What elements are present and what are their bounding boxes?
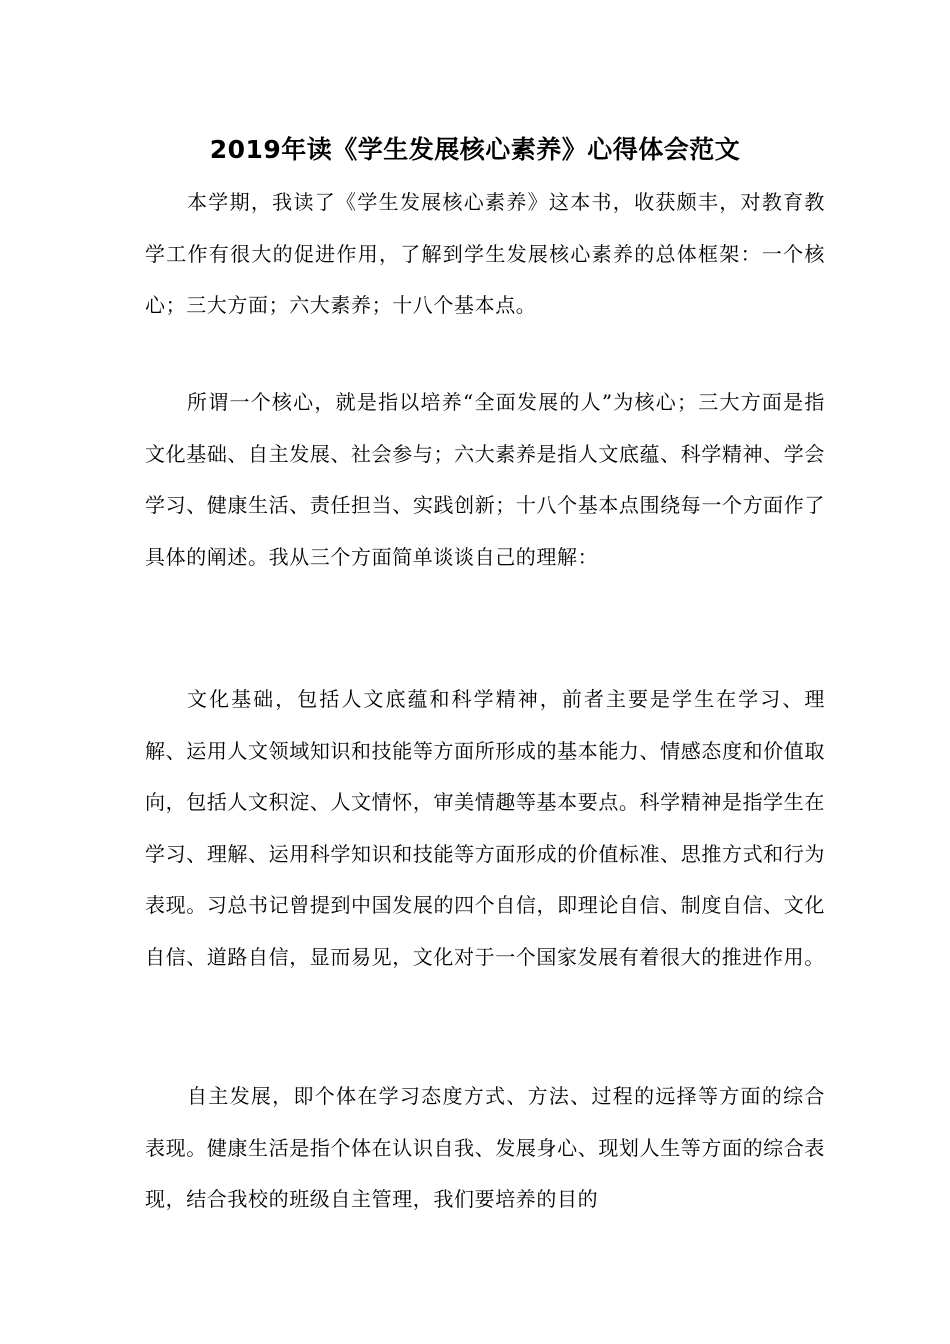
- paragraph-1: 本学期，我读了《学生发展核心素养》这本书，收获颇丰，对教育教学工作有很大的促进作用，了解到学生发展核心素养的总体框架：一个核心；三大方面；六大素养；十八个基本点。: [145, 190, 825, 317]
- paragraph-3: 文化基础，包括人文底蕴和科学精神，前者主要是学生在学习、理解、运用人文领域知识和技能等方面所形成的基本能力、情感态度和价值取向，包括人文积淀、人文情怀，审美情趣等基本要点。科学精神是指学生在学习、理解、运用科学知识和技能等方面形成的价值标准、思推方式和行为表现。习总书记曾提到中国发展的四个自信，即理论自信、制度自信、文化自信、道路自信，显而易见，文化对于一个国家发展有着很大的推进作用。: [145, 687, 825, 969]
- paragraph-2: 所谓一个核心，就是指以培养“全面发展的人”为核心；三大方面是指文化基础、自主发展、社会参与；六大素养是指人文底蕴、科学精神、学会学习、健康生活、责任担当、实践创新；十八个基本点围绕每一个方面作了具体的阐述。我从三个方面简单谈谈自己的理解：: [145, 390, 825, 569]
- paragraph-4: 自主发展，即个体在学习态度方式、方法、过程的远择等方面的综合表现。健康生活是指个体在认识自我、发展身心、现划人生等方面的综合表现，结合我校的班级自主管理，我们要培养的目的: [145, 1084, 825, 1211]
- document-title: 2019年读《学生发展核心素养》心得体会范文: [209, 135, 741, 164]
